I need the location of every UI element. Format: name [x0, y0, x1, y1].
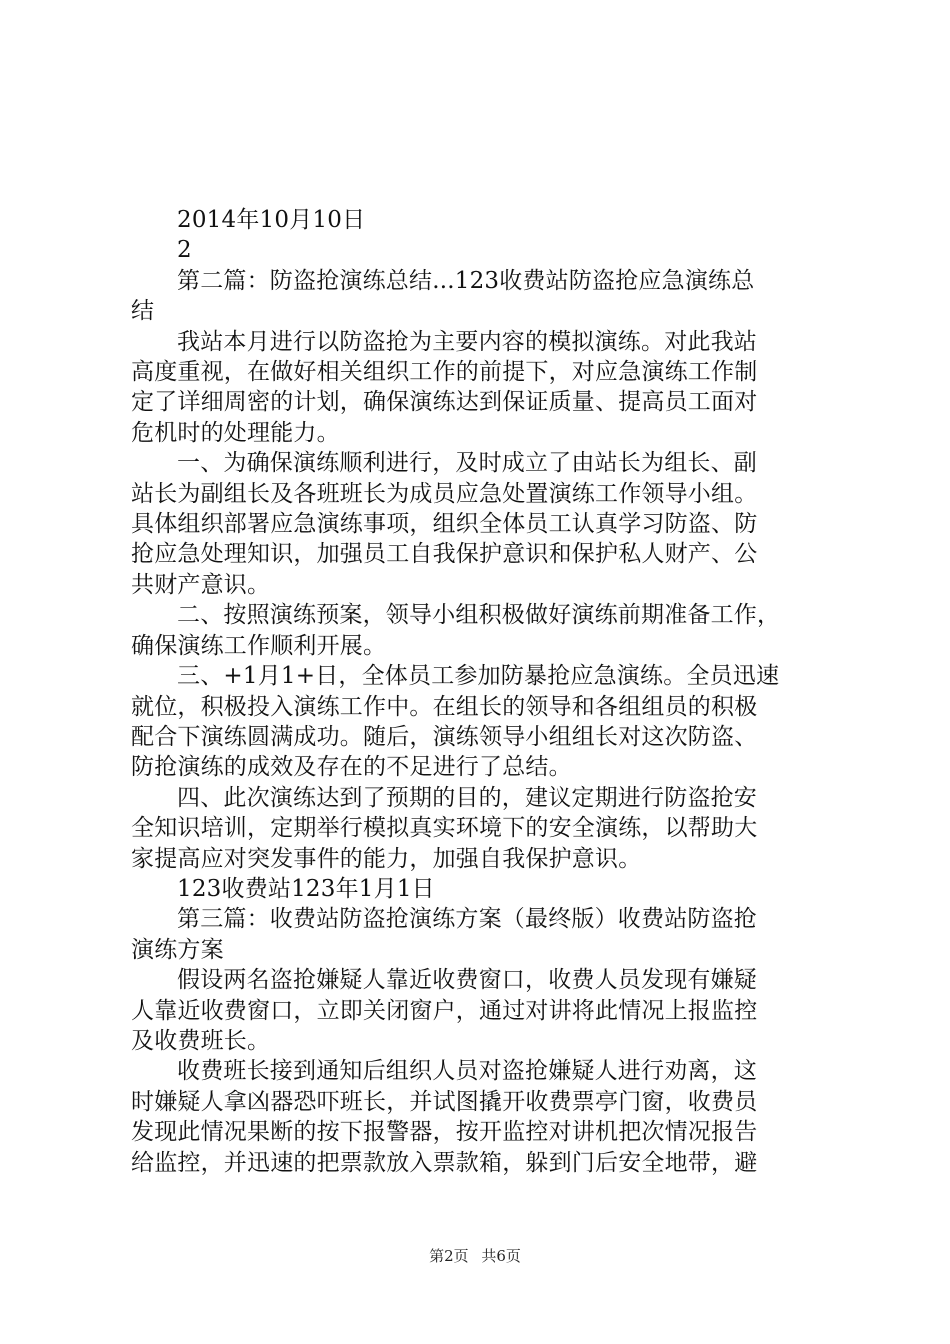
text-line: 站长为副组长及各班班长为成员应急处置演练工作领导小组。: [131, 480, 758, 507]
page-total-label: 共6页: [481, 1247, 521, 1265]
text-line: 时嫌疑人拿凶器恐吓班长，并试图撬开收费票亭门窗，收费员: [131, 1088, 758, 1115]
text-line: 四、此次演练达到了预期的目的，建议定期进行防盗抢安: [177, 784, 757, 811]
text-line: 及收费班长。: [131, 1027, 271, 1054]
date-line: 2014年10月10日: [177, 207, 366, 233]
paragraph-two: [131, 600, 831, 661]
text-line: 家提高应对突发事件的能力，加强自我保护意识。: [131, 845, 642, 872]
text-line: 二、按照演练预案，领导小组积极做好演练前期准备工作，: [177, 602, 781, 629]
text-line: 一、为确保演练顺利进行，及时成立了由站长为组长、副: [177, 450, 757, 477]
page-number-label: 第2页: [429, 1247, 469, 1265]
section-2-title-cont: 结: [131, 298, 155, 325]
text-line: 发现此情况果断的按下报警器，按开监控对讲机把次情况报告: [131, 1119, 758, 1146]
text-line: 我站本月进行以防盗抢为主要内容的模拟演练。对此我站: [177, 328, 757, 355]
page-number-line: 2: [177, 237, 192, 264]
paragraph-three: [131, 661, 831, 783]
paragraph-one: [131, 448, 831, 600]
text-line: 配合下演练圆满成功。随后，演练领导小组组长对这次防盗、: [131, 723, 758, 750]
text-line: 全知识培训，定期举行模拟真实环境下的安全演练，以帮助大: [131, 815, 758, 842]
text-line: 防抢演练的成效及存在的不足进行了总结。: [131, 754, 572, 781]
paragraph-assumption: [131, 965, 831, 1056]
text-line: 假设两名盗抢嫌疑人靠近收费窗口，收费人员发现有嫌疑: [177, 967, 757, 994]
page-footer: [0, 1245, 950, 1266]
section-3-title: 第三篇：收费站防盗抢演练方案（最终版）收费站防盗抢: [177, 906, 757, 933]
paragraph-team-leader: [131, 1056, 831, 1178]
text-line: 三、+1月1+日，全体员工参加防暴抢应急演练。全员迅速: [177, 663, 780, 690]
text-line: 给监控，并迅速的把票款放入票款箱，躲到门后安全地带，避: [131, 1149, 758, 1176]
paragraph-intro: [131, 327, 831, 449]
document-body: [131, 205, 831, 1178]
text-line: 就位，积极投入演练工作中。在组长的领导和各组组员的积极: [131, 693, 758, 720]
text-line: 抢应急处理知识，加强员工自我保护意识和保护私人财产、公: [131, 541, 758, 568]
text-line: 具体组织部署应急演练事项，组织全体员工认真学习防盗、防: [131, 511, 758, 538]
signature-line: 123收费站123年1月1日: [177, 875, 435, 902]
text-line: 高度重视，在做好相关组织工作的前提下，对应急演练工作制: [131, 359, 758, 386]
text-line: 人靠近收费窗口，立即关闭窗户，通过对讲将此情况上报监控: [131, 997, 758, 1024]
text-line: 确保演练工作顺利开展。: [131, 632, 387, 659]
section-3-title-cont: 演练方案: [131, 936, 224, 963]
text-line: 收费班长接到通知后组织人员对盗抢嫌疑人进行劝离，这: [177, 1058, 757, 1085]
section-2-title: 第二篇：防盗抢演练总结...123收费站防盗抢应急演练总: [177, 267, 755, 294]
text-line: 共财产意识。: [131, 571, 271, 598]
paragraph-four: [131, 783, 831, 874]
text-line: 定了详细周密的计划，确保演练达到保证质量、提高员工面对: [131, 389, 758, 416]
text-line: 危机时的处理能力。: [131, 419, 340, 446]
